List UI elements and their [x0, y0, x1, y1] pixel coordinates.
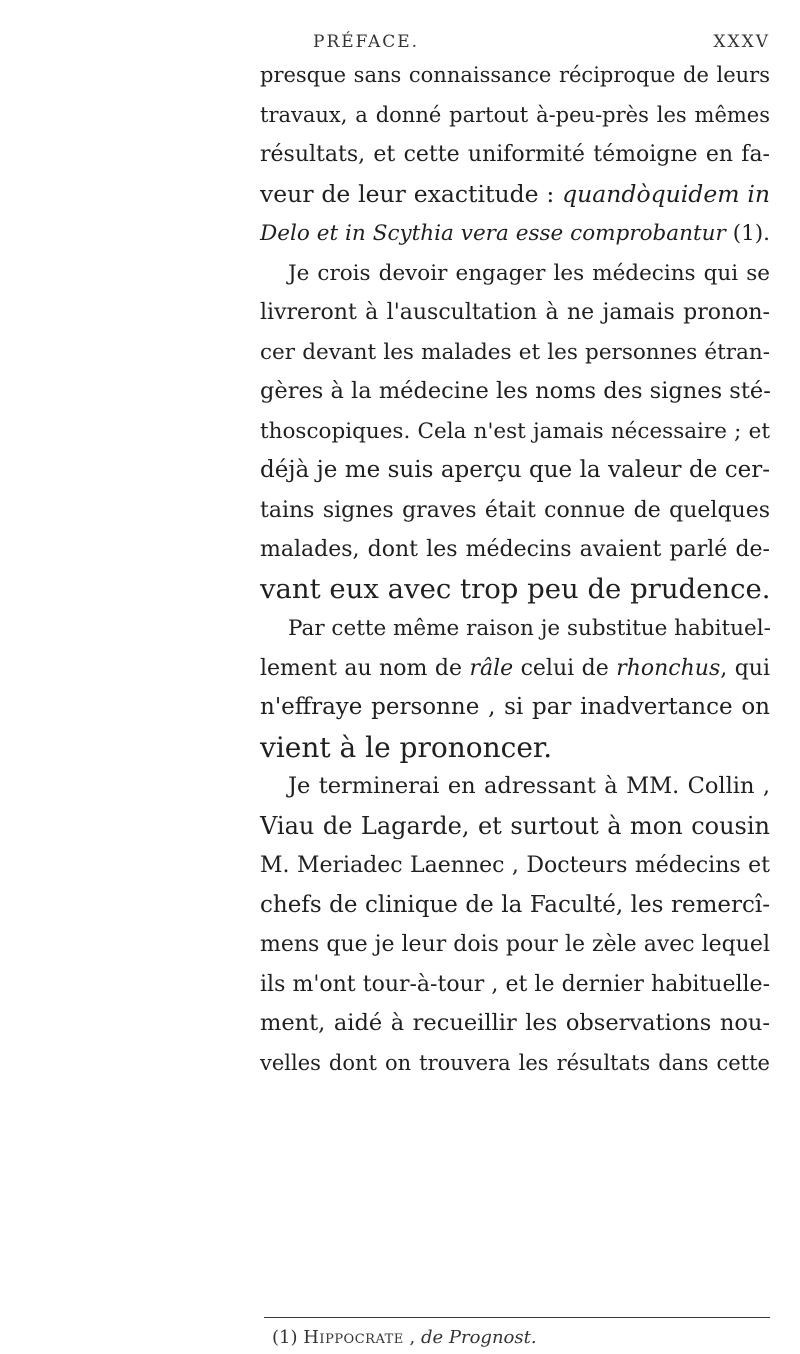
text-segment: ils m'ont tour-à-tour , et le dernier habituelle- [260, 971, 770, 997]
text-segment: celui de [513, 655, 617, 681]
text-segment: lement au nom de [260, 655, 470, 681]
text-segment: gères à la médecine les noms des signes sté- [260, 378, 771, 404]
text-line [260, 609, 770, 649]
text-line [260, 649, 770, 689]
text-segment: travaux, a donné partout à-peu-près les mêmes [260, 102, 770, 127]
text-line [260, 1044, 770, 1084]
body-text [260, 56, 770, 1083]
text-line [260, 925, 770, 965]
text-line [260, 570, 770, 610]
footnote-rule [264, 1317, 770, 1318]
running-head [258, 32, 770, 58]
text-line [260, 491, 770, 531]
text-line [260, 254, 770, 294]
text-segment: vant eux avec trop peu de prudence. [260, 572, 771, 605]
footnote [272, 1327, 537, 1348]
text-segment: Je crois devoir engager les médecins qui se [288, 260, 770, 286]
text-line [260, 175, 770, 215]
text-line [260, 1004, 770, 1044]
text-segment: n'effraye personne , si par inadvertance on [260, 694, 770, 720]
text-segment: (1). [725, 221, 770, 246]
text-line [260, 767, 770, 807]
text-segment: cer devant les malades et les personnes étran- [260, 339, 770, 365]
text-segment: thoscopiques. Cela n'est jamais nécessaire ; et [260, 418, 770, 444]
italic-text: rhonchus [616, 655, 721, 681]
running-title: PRÉFACE. [313, 32, 420, 52]
italic-text: Delo et in Scythia vera esse comprobantur [260, 221, 726, 246]
text-line [260, 372, 770, 412]
text-segment: Par cette même raison je substitue habituel- [288, 616, 771, 641]
text-segment: vient à le prononcer. [260, 730, 553, 764]
text-segment: veur de leur exactitude : [260, 179, 563, 208]
text-segment: résultats, et cette uniformité témoigne en fa- [260, 142, 770, 167]
text-segment: Je terminerai en adressant à MM. Collin , [288, 773, 770, 799]
text-line [260, 807, 770, 847]
text-segment: malades, dont les médecins avaient parlé de- [260, 537, 770, 562]
text-segment: livreront à l'auscultation à ne jamais pronon- [260, 300, 770, 325]
text-line [260, 451, 770, 491]
text-line [260, 846, 770, 886]
text-segment: mens que je leur dois pour le zèle avec lequel [260, 932, 770, 957]
text-segment: tains signes graves était connue de quelques [260, 497, 770, 523]
footnote-separator: , [403, 1327, 421, 1348]
text-line [260, 214, 770, 254]
text-segment: Viau de Lagarde, et surtout à mon cousin [260, 811, 770, 840]
text-line [260, 728, 770, 768]
text-segment: velles dont on trouvera les résultats dans cette [260, 1050, 770, 1075]
text-segment: chefs de clinique de la Faculté, les remercî- [260, 891, 770, 918]
text-line [260, 412, 770, 452]
text-line [260, 965, 770, 1005]
italic-text: quandòquidem in [562, 179, 770, 208]
text-line [260, 96, 770, 136]
text-line [260, 135, 770, 175]
text-line [260, 333, 770, 373]
text-segment: , qui [720, 655, 770, 681]
footnote-author: Hippocrate [303, 1327, 404, 1348]
footnote-work: de Prognost. [420, 1327, 537, 1348]
text-line [260, 886, 770, 926]
text-segment: M. Meriadec Laennec , Docteurs médecins et [260, 853, 770, 878]
text-segment: déjà je me suis aperçu que la valeur de cer- [260, 457, 770, 483]
text-line [260, 688, 770, 728]
text-line [260, 530, 770, 570]
page-number: XXXV [713, 32, 770, 52]
italic-text: râle [469, 655, 514, 681]
footnote-marker: (1) [272, 1327, 298, 1348]
text-line [260, 293, 770, 333]
text-segment: presque sans connaissance réciproque de leurs [260, 63, 770, 87]
text-line [260, 56, 770, 96]
text-segment: ment, aidé à recueillir les observations nou- [260, 1010, 770, 1036]
